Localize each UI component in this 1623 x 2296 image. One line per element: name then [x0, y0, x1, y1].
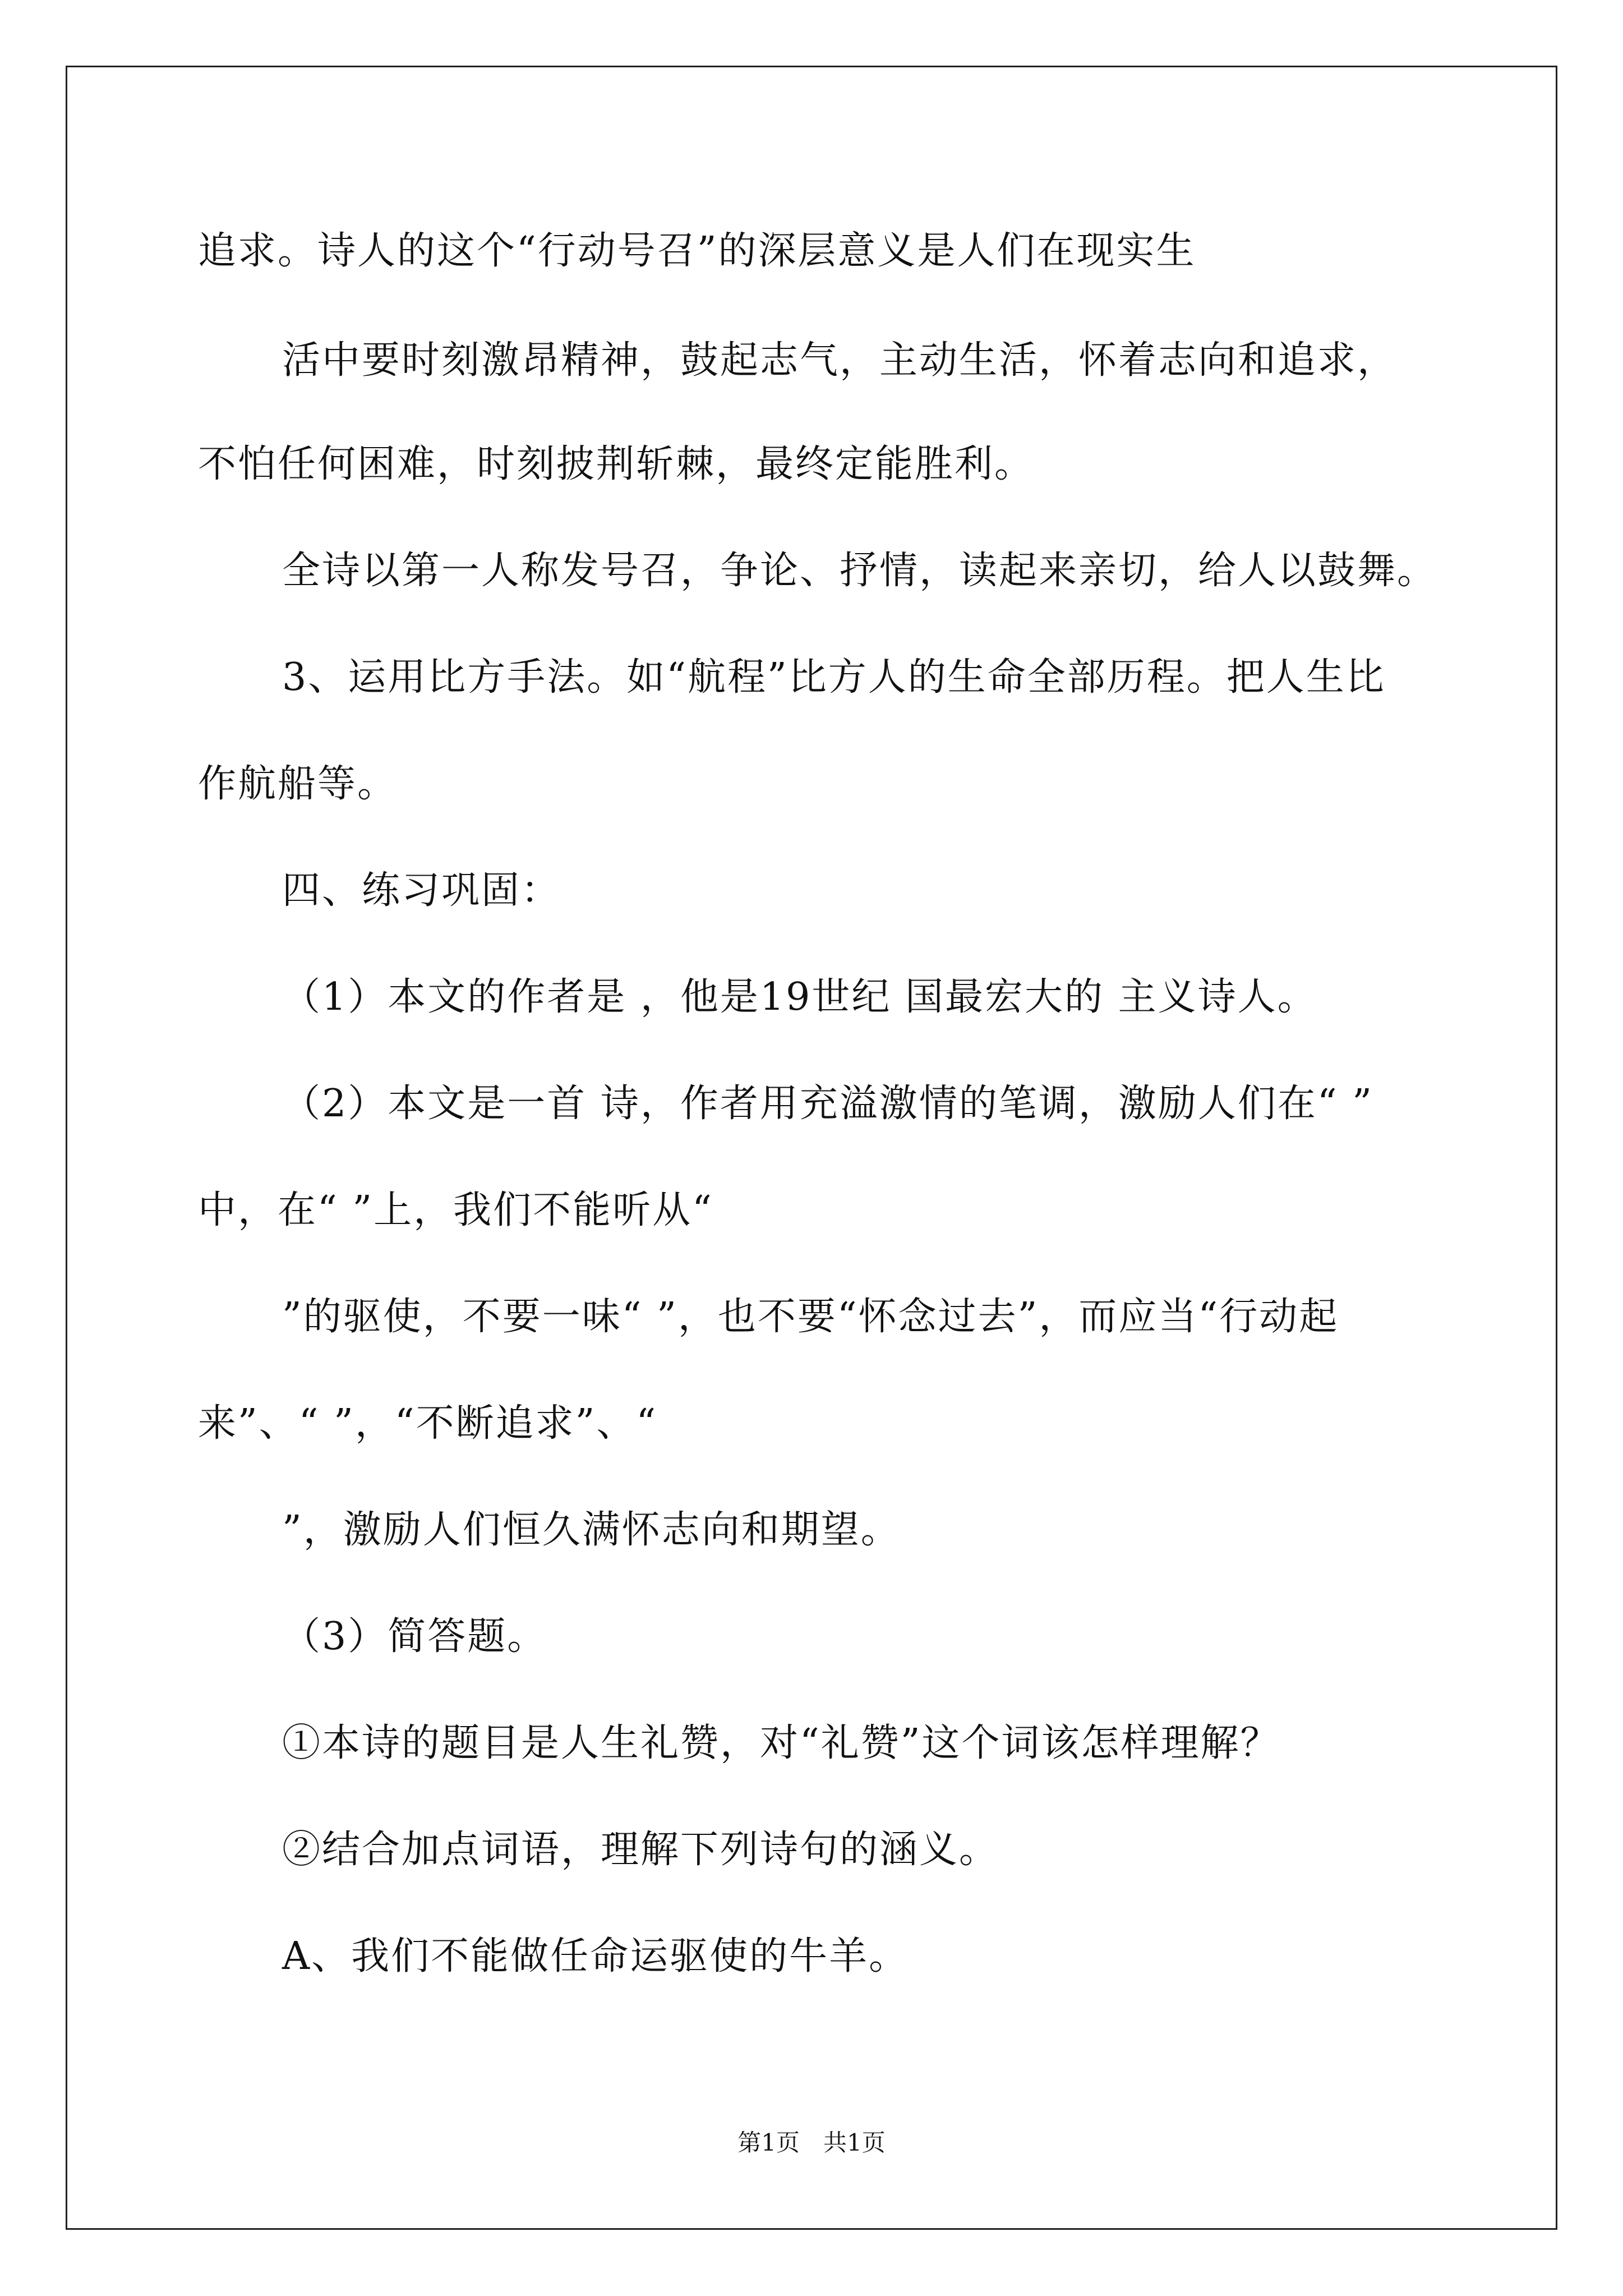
page-border [66, 66, 1557, 2230]
question-2-line-2: 中，在“ ”上，我们不能听从“ [198, 1188, 713, 1232]
text-line-6: 作航船等。 [198, 762, 398, 806]
question-2-line-4: 来”、“ ”，“不断追求”、“ [198, 1401, 658, 1446]
text-line-3: 不怕任何困难，时刻披荆斩棘，最终定能胜利。 [198, 442, 1035, 486]
text-line-1: 追求。诗人的这个“行动号召”的深层意义是人们在现实生 [198, 229, 1196, 273]
text-line-5: 3、运用比方手法。如“航程”比方人的生命全部历程。把人生比 [282, 655, 1386, 700]
question-2-line-5: ”，激励人们恒久满怀志向和期望。 [282, 1508, 901, 1552]
question-1: （1）本文的作者是 ，他是19世纪 国最宏大的 主义诗人。 [282, 975, 1317, 1019]
question-3-item-1: ①本诗的题目是人生礼赞，对“礼赞”这个词该怎样理解？ [282, 1721, 1280, 1765]
question-3-item-a: A、我们不能做任命运驱使的牛羊。 [282, 1934, 909, 1978]
question-2-line-3: ”的驱使，不要一味“ ”，也不要“怀念过去”，而应当“行动起 [282, 1295, 1339, 1339]
text-line-2: 活中要时刻激昂精神，鼓起志气，主动生活，怀着志向和追求， [282, 338, 1398, 383]
page-footer: 第1页 共1页 [737, 2129, 886, 2156]
question-3-item-2: ②结合加点词语，理解下列诗句的涵义。 [282, 1828, 999, 1872]
text-line-4: 全诗以第一人称发号召，争论、抒情，读起来亲切，给人以鼓舞。 [282, 549, 1437, 593]
question-2-line-1: （2）本文是一首 诗，作者用充溢激情的笔调，激励人们在“ ” [282, 1082, 1374, 1126]
question-3-heading: （3）简答题。 [282, 1614, 547, 1659]
section-heading: 四、练习巩固： [282, 868, 561, 913]
